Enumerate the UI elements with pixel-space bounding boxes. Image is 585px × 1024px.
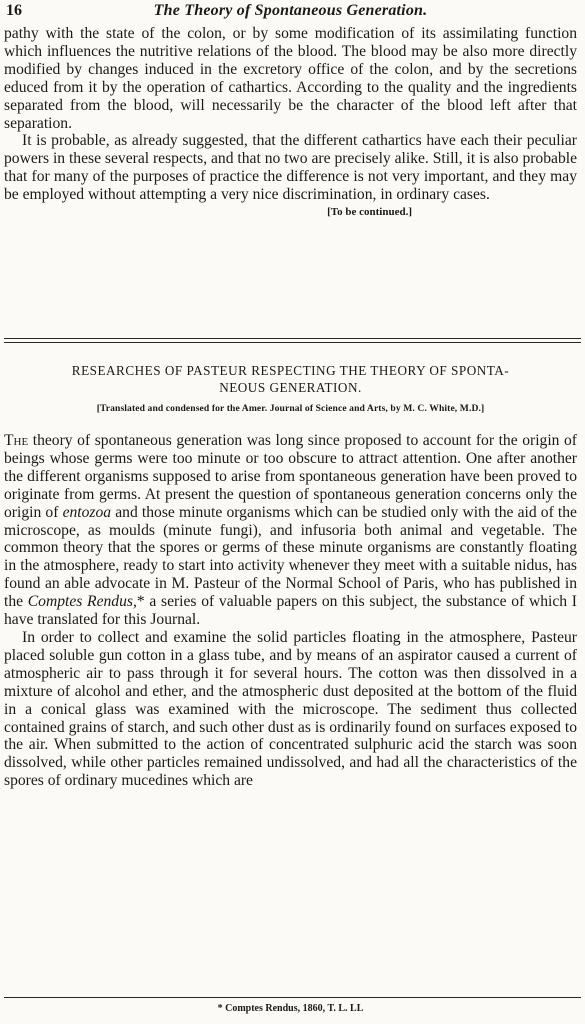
section-divider-bottom — [4, 342, 581, 343]
article-heading-line: RESEARCHES OF PASTEUR RESPECTING THE THEORY OF SPONTA- — [71, 363, 510, 378]
running-title: The Theory of Spontaneous Generation. — [153, 2, 428, 19]
paragraph: It is probable, as already suggested, that the different cathartics have each their peculiar powers in these several respects, and that no two are precisely alike. Still, it is also probable that for many of the purposes of practice the difference is not very important, and they may be employed without attempting a very nice discrimination, in ordinary cases. — [4, 132, 577, 204]
italic-term: entozoa — [62, 503, 112, 521]
text-run: theory of spontaneous generation was long since proposed to account for the origin of beings whose germs were too minute or too obscure to attract attention. One after another the different organisms supposed to arise from spontaneous generation have been proved to originate from germs. At present the question of spontaneous generation concerns only the origin of — [4, 432, 577, 521]
article-text — [4, 432, 577, 790]
to-be-continued-note: [To be continued.] — [327, 206, 412, 219]
paragraph: In order to collect and examine the solid particles floating in the atmosphere, Pasteur placed soluble gun cotton in a glass tube, and by means of an aspirator caused a current of atmospheric air to pass through it for several hours. The cotton was then dissolved in a mixture of alcohol and ether, and the atmospheric dust deposited at the bottom of the fluid in a conical glass was examined with the microscope. The sediment thus collected contained grains of starch, and such other dust as is ordinarily found on surfaces exposed to the air. When submitted to the action of concentrated sulphuric acid the starch was soon dissolved, while other particles remained undissolved, and had all the characteristics of the spores of ordinary mucedines which are — [4, 628, 577, 790]
page-number: 16 — [6, 2, 22, 19]
article-heading-line: NEOUS GENERATION. — [219, 380, 362, 395]
translation-credit: [Translated and condensed for the Amer. Journal of Science and Arts, by M. C. White, M.D.] — [96, 403, 485, 414]
paragraph — [4, 432, 577, 629]
article-heading — [4, 362, 577, 396]
paragraph: pathy with the state of the colon, or by some modification of its assimilating function which influences the nutritive relations of the blood. The blood may be also more directly modified by changes induced in the excretory office of the colon, and by the secretions educed from it by the operation of cathartics. According to the quality and the ingredients separated from the blood, will necessarily be the character of the blood left after that separation. — [4, 25, 577, 132]
previous-article-text — [4, 25, 577, 220]
italic-term: Comptes Rendus, — [27, 593, 137, 611]
text-run: and those minute organisms which can be studied only with the aid of the microscope, as moulds (minute fungi), and infusoria both animal and vegetable. The common theory that the spores or germs of these minute organisms are constantly floating in the atmosphere, ready to start into activity whenever they meet with a suitable nidus, has found an able advocate in M. Pasteur of the Normal School of Paris, who has published in the — [4, 503, 577, 611]
footnote: * Comptes Rendus, 1860, T. L. LL — [217, 1003, 364, 1014]
section-divider-top — [4, 338, 581, 339]
text-run: * a series of valuable papers on this subject, the substance of which I have translated for this Journal. — [4, 593, 577, 629]
running-head — [4, 2, 577, 24]
opening-word: The — [4, 432, 29, 449]
footnote-divider — [4, 997, 581, 998]
